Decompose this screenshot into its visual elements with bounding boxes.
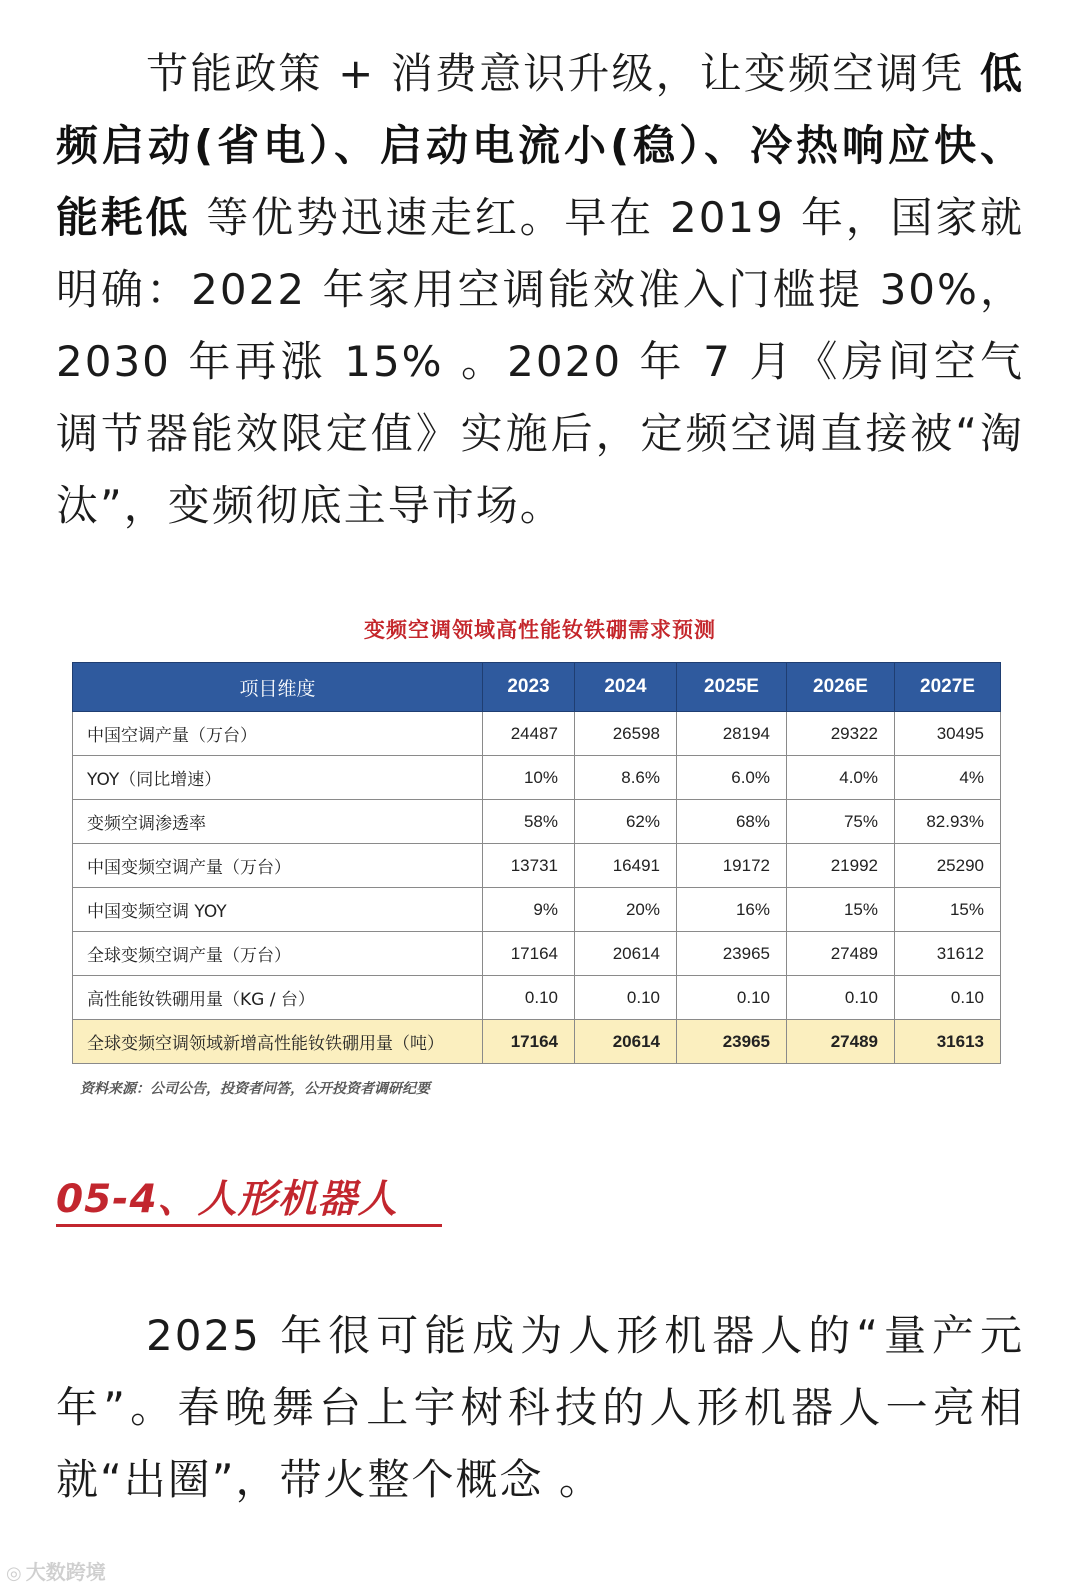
row-value: 0.10 — [483, 976, 575, 1020]
row-value: 0.10 — [787, 976, 895, 1020]
row-value: 25290 — [895, 844, 1001, 888]
watermark — [6, 1556, 106, 1585]
row-value: 15% — [787, 888, 895, 932]
row-value: 20614 — [575, 1020, 677, 1064]
row-value: 20% — [575, 888, 677, 932]
table-row — [73, 800, 1001, 844]
row-value: 10% — [483, 756, 575, 800]
header-year-cell: 2024 — [575, 663, 677, 712]
row-value: 17164 — [483, 1020, 575, 1064]
row-value: 68% — [677, 800, 787, 844]
table-total-row — [73, 1020, 1001, 1064]
row-label: 中国空调产量（万台） — [73, 712, 483, 756]
row-value: 62% — [575, 800, 677, 844]
section-heading-underline — [56, 1224, 442, 1227]
row-label: YOY（同比增速） — [73, 756, 483, 800]
row-value: 16% — [677, 888, 787, 932]
row-label: 中国变频空调 YOY — [73, 888, 483, 932]
robot-paragraph-text: 2025 年很可能成为人形机器人的“量产元年”。春晚舞台上宇树科技的人形机器人一亮相就“出圈”，带火整个概念 。 — [56, 1311, 1024, 1504]
row-label: 中国变频空调产量（万台） — [73, 844, 483, 888]
section-heading: 05-4、人形机器人 — [56, 1177, 398, 1222]
table-row — [73, 756, 1001, 800]
intro-bold-advantages: 低频启动(省电）、启动电流小(稳）、冷热响应快、能耗低 — [56, 49, 1024, 242]
row-label: 变频空调渗透率 — [73, 800, 483, 844]
robot-paragraph — [56, 1300, 1024, 1516]
watermark-text: 大数跨境 — [25, 1560, 106, 1584]
intro-rest: 等优势迅速走红。早在 2019 年，国家就明确：2022 年家用空调能效准入门槛提 30%，2030 年再涨 15% 。2020 年 7 月《房间空气调节器能效限定值》实施后，定频空调直接被“淘汰”，变频彻底主导市场。 — [56, 193, 1024, 530]
row-label: 高性能钕铁硼用量（KG / 台） — [73, 976, 483, 1020]
header-year-cell: 2025E — [677, 663, 787, 712]
row-value: 4.0% — [787, 756, 895, 800]
row-label: 全球变频空调领域新增高性能钕铁硼用量（吨） — [73, 1020, 483, 1064]
intro-lead: 节能政策 + 消费意识升级，让变频空调凭 — [146, 49, 980, 98]
row-value: 27489 — [787, 932, 895, 976]
row-value: 0.10 — [575, 976, 677, 1020]
row-value: 27489 — [787, 1020, 895, 1064]
row-value: 23965 — [677, 932, 787, 976]
row-value: 16491 — [575, 844, 677, 888]
row-value: 4% — [895, 756, 1001, 800]
row-value: 15% — [895, 888, 1001, 932]
table-source-note: 资料来源：公司公告，投资者问答，公开投资者调研纪要 — [80, 1081, 430, 1097]
table-row — [73, 712, 1001, 756]
row-value: 23965 — [677, 1020, 787, 1064]
row-value: 0.10 — [895, 976, 1001, 1020]
row-value: 29322 — [787, 712, 895, 756]
row-value: 13731 — [483, 844, 575, 888]
row-value: 26598 — [575, 712, 677, 756]
row-value: 31613 — [895, 1020, 1001, 1064]
table-row — [73, 932, 1001, 976]
table-row — [73, 888, 1001, 932]
header-year-cell: 2027E — [895, 663, 1001, 712]
row-value: 20614 — [575, 932, 677, 976]
row-value: 8.6% — [575, 756, 677, 800]
row-value: 75% — [787, 800, 895, 844]
table-title: 变频空调领域高性能钕铁硼需求预测 — [364, 617, 716, 642]
row-value: 21992 — [787, 844, 895, 888]
header-year-cell: 2026E — [787, 663, 895, 712]
row-value: 9% — [483, 888, 575, 932]
header-year-cell: 2023 — [483, 663, 575, 712]
row-value: 58% — [483, 800, 575, 844]
row-value: 30495 — [895, 712, 1001, 756]
row-label: 全球变频空调产量（万台） — [73, 932, 483, 976]
row-value: 6.0% — [677, 756, 787, 800]
table-row — [73, 844, 1001, 888]
logo-icon: ◎ — [6, 1563, 22, 1584]
row-value: 24487 — [483, 712, 575, 756]
forecast-table — [72, 662, 1001, 1064]
table-header-row — [73, 663, 1001, 712]
row-value: 82.93% — [895, 800, 1001, 844]
row-value: 28194 — [677, 712, 787, 756]
intro-paragraph — [56, 38, 1024, 542]
header-label-cell: 项目维度 — [73, 663, 483, 712]
row-value: 0.10 — [677, 976, 787, 1020]
row-value: 19172 — [677, 844, 787, 888]
table-row — [73, 976, 1001, 1020]
row-value: 17164 — [483, 932, 575, 976]
row-value: 31612 — [895, 932, 1001, 976]
